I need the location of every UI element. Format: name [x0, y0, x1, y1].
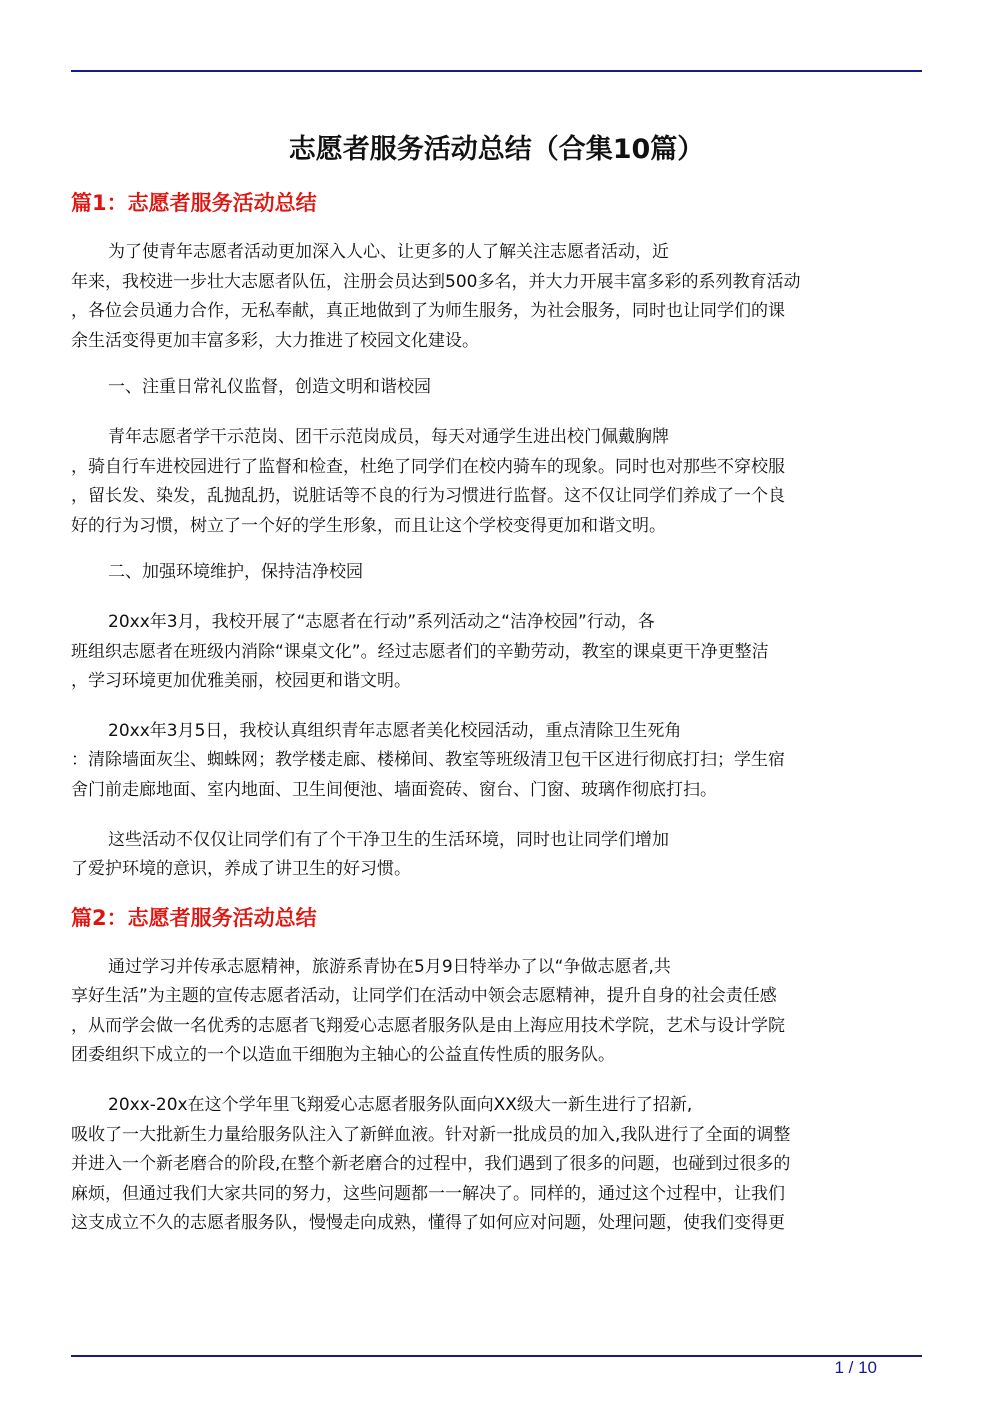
paragraph-line: 班组织志愿者在班级内消除“课桌文化”。经过志愿者们的辛勤劳动，教室的课桌更干净更整洁 [71, 641, 769, 662]
section-heading: 篇1：志愿者服务活动总结 [71, 191, 317, 215]
paragraph [71, 608, 922, 697]
paragraph-line: 麻烦，但通过我们大家共同的努力，这些问题都一一解决了。同样的，通过这个过程中，让我们 [71, 1183, 785, 1204]
footer-rule [71, 1355, 922, 1357]
paragraph-line: 20xx-20x在这个学年里飞翔爱心志愿者服务队面向XX级大一新生进行了招新, [108, 1095, 693, 1116]
document-title: 志愿者服务活动总结（合集10篇） [288, 134, 705, 165]
page-indicator: 1 / 10 [834, 1358, 877, 1377]
paragraph [71, 423, 922, 541]
paragraph-line: 余生活变得更加丰富多彩，大力推进了校园文化建设。 [71, 330, 479, 351]
paragraph-line: 这支成立不久的志愿者服务队，慢慢走向成熟，懂得了如何应对问题，处理问题，使我们变得更 [71, 1213, 785, 1234]
paragraph-line: 享好生活”为主题的宣传志愿者活动，让同学们在活动中领会志愿精神，提升自身的社会责任感 [71, 986, 777, 1007]
subheading: 一、注重日常礼仪监督，创造文明和谐校园 [108, 377, 431, 398]
paragraph-line: 吸收了一大批新生力量给服务队注入了新鲜血液。针对新一批成员的加入,我队进行了全面的调整 [71, 1124, 791, 1145]
document-page [71, 72, 922, 1239]
paragraph-line: 这些活动不仅仅让同学们有了个干净卫生的生活环境，同时也让同学们增加 [108, 829, 669, 850]
paragraph [71, 717, 922, 806]
paragraph-line: 团委组织下成立的一个以造血干细胞为主轴心的公益直传性质的服务队。 [71, 1045, 615, 1066]
paragraph-line: ，留长发、染发，乱抛乱扔，说脏话等不良的行为习惯进行监督。这不仅让同学们养成了一个良 [71, 486, 785, 507]
paragraph [71, 1091, 922, 1239]
paragraph-line: 青年志愿者学干示范岗、团干示范岗成员，每天对通学生进出校门佩戴胸牌 [108, 426, 669, 447]
paragraph-line: 年来，我校进一步壮大志愿者队伍，注册会员达到500多名，并大力开展丰富多彩的系列教育活动 [71, 271, 801, 292]
document-body [71, 188, 922, 1239]
paragraph [71, 953, 922, 1071]
paragraph [71, 826, 922, 885]
subheading: 二、加强环境维护，保持洁净校园 [108, 562, 363, 583]
paragraph-line: 了爱护环境的意识，养成了讲卫生的好习惯。 [71, 859, 411, 880]
paragraph-line: ，各位会员通力合作，无私奉献，真正地做到了为师生服务，为社会服务，同时也让同学们的课 [71, 301, 785, 322]
paragraph-line: ，从而学会做一名优秀的志愿者飞翔爱心志愿者服务队是由上海应用技术学院，艺术与设计学院 [71, 1015, 785, 1036]
paragraph-line: 好的行为习惯，树立了一个好的学生形象，而且让这个学校变得更加和谐文明。 [71, 515, 666, 536]
paragraph-line: 并进入一个新老磨合的阶段,在整个新老磨合的过程中，我们遇到了很多的问题，也碰到过很多的 [71, 1154, 791, 1175]
paragraph-line: 通过学习并传承志愿精神，旅游系青协在5月9日特举办了以“争做志愿者,共 [108, 956, 671, 977]
section-heading: 篇2：志愿者服务活动总结 [71, 905, 317, 930]
paragraph-line: 舍门前走廊地面、室内地面、卫生间便池、墙面瓷砖、窗台、门窗、玻璃作彻底打扫。 [71, 779, 717, 800]
paragraph [71, 238, 922, 356]
paragraph-line: 为了使青年志愿者活动更加深入人心、让更多的人了解关注志愿者活动，近 [108, 242, 669, 262]
paragraph-line: 20xx年3月，我校开展了“志愿者在行动”系列活动之“洁净校园”行动，各 [108, 611, 655, 632]
paragraph-line: 20xx年3月5日，我校认真组织青年志愿者美化校园活动，重点清除卫生死角 [108, 720, 682, 741]
paragraph-line: ，骑自行车进校园进行了监督和检查，杜绝了同学们在校内骑车的现象。同时也对那些不穿校服 [71, 456, 785, 477]
paragraph-line: ，学习环境更加优雅美丽，校园更和谐文明。 [71, 671, 411, 692]
paragraph-line: ：清除墙面灰尘、蜘蛛网；教学楼走廊、楼梯间、教室等班级清卫包干区进行彻底打扫；学生宿 [71, 750, 785, 771]
